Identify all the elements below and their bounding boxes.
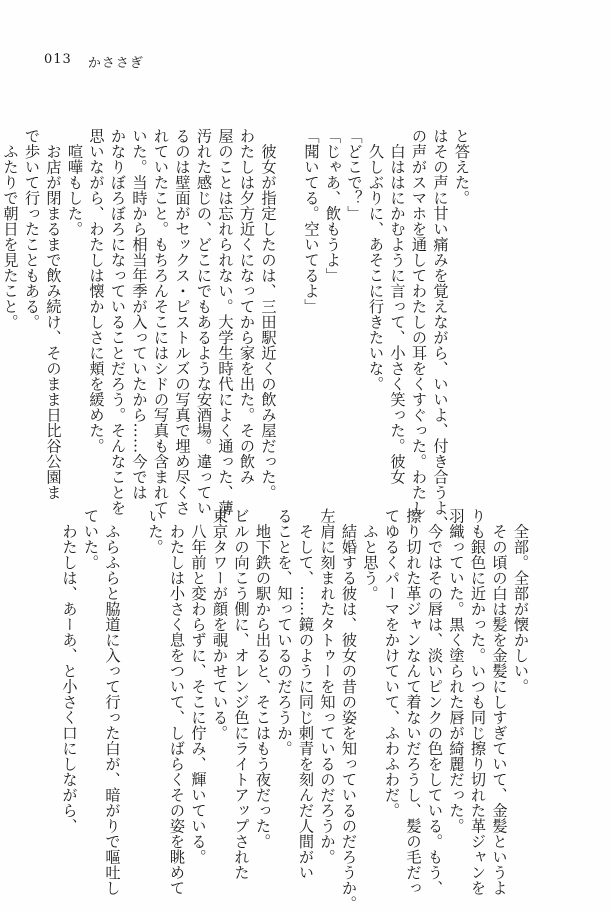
text-column: 今ではその唇は、淡いピンクの色をしている。もう、 bbox=[426, 508, 444, 896]
text-column: わたしは、あーあ、と小さく口にしながら、 bbox=[60, 508, 79, 834]
text-column: と答えた。 bbox=[453, 128, 471, 206]
text-column: ていた。 bbox=[82, 508, 100, 570]
page-number: 013 bbox=[44, 52, 72, 67]
text-column: 左肩に刻まれたタトゥーを知っているのだろうか。 bbox=[318, 508, 337, 865]
text-column: 「どこで？」 bbox=[345, 128, 364, 221]
text-column: てゆるくパーマをかけていて、ふわふわだ。 bbox=[383, 508, 401, 818]
text-column: 東京タワーが顔を覗かせている。 bbox=[211, 508, 229, 741]
text-column: ることを、知っているのだろうか。 bbox=[275, 508, 294, 756]
text-column: 地下鉄の駅から出ると、そこはもう夜だった。 bbox=[254, 508, 272, 849]
text-column: ふたりで朝日を見たこと。 bbox=[1, 128, 20, 330]
text-column: はその声に甘い痛みを覚えながら、いいよ、付き合うよ、 bbox=[431, 128, 450, 531]
text-column: 「じゃあ、飲もうよ」 bbox=[324, 128, 342, 283]
text-column: 八年前と変わらずに、そこに佇み、輝いている。 bbox=[189, 508, 208, 865]
text-column: そして、……鏡のように同じ刺青を刻んだ人間がい bbox=[297, 508, 315, 880]
text-column: 白ははにかむように言って、小さく笑った。彼女 bbox=[388, 128, 407, 485]
lower-text-block bbox=[58, 508, 531, 911]
text-column: 汚れた感じの、どこにでもあるような安酒場。違ってい bbox=[195, 128, 213, 516]
text-column: ふらふらと脇道に入って行った白が、暗がりで嘔吐し bbox=[103, 508, 122, 896]
text-column: るのは壁面がセックス・ピストルズの写真で埋め尽くさ bbox=[173, 128, 192, 516]
text-column: いた。当時から相当年季が入っていたから……今では bbox=[130, 128, 149, 500]
text-column: わたしは夕方近くになってから家を出た。その飲み bbox=[238, 128, 256, 485]
text-column: 「聞いてる。空いてるよ」 bbox=[302, 128, 321, 314]
text-column: 彼女が指定したのは、三田駅近くの飲み屋だった。 bbox=[259, 128, 278, 500]
text-column: その頃の白は髪を金髪にしすぎていて、金髪というよ bbox=[490, 508, 509, 896]
page-header bbox=[44, 52, 144, 71]
text-column: 擦り切れた革ジャンなんて着ないだろうし、髪の毛だっ bbox=[404, 508, 423, 896]
text-column: かなりぼろぼろになっていることだろう。そんなことを bbox=[109, 128, 127, 516]
text-column: 羽織っていた。黒く塗られた唇が綺麗だった。 bbox=[447, 508, 466, 834]
text-column: いた。 bbox=[146, 508, 165, 555]
chapter-title: かささぎ bbox=[87, 56, 144, 71]
text-column: 結婚する彼は、彼女の昔の姿を知っているのだろうか。 bbox=[340, 508, 358, 911]
upper-text-block bbox=[0, 128, 472, 531]
text-column: 全部。全部が懐かしい。 bbox=[512, 508, 530, 694]
text-column: わたしは小さく息をついて、しばらくその姿を眺めて bbox=[168, 508, 186, 896]
text-column: ふと思う。 bbox=[361, 508, 380, 601]
text-column: 屋のことは忘れられない。大学生時代によく通った、薄 bbox=[216, 128, 235, 516]
text-column: 久しぶりに、あそこに行きたいな。 bbox=[367, 128, 385, 392]
text-column: お店が閉まるまで飲み続け、そのまま日比谷公園ま bbox=[44, 128, 63, 500]
text-column: で歩いて行ったこともある。 bbox=[23, 128, 41, 330]
text-column: 思いながら、わたしは懐かしさに頬を緩めた。 bbox=[87, 128, 106, 454]
text-column: の声がスマホを通してわたしの耳をくすぐった。わたし bbox=[410, 128, 428, 516]
text-column: 喧嘩もした。 bbox=[66, 128, 84, 237]
text-column: ビルの向こう側に、オレンジ色にライトアップされた bbox=[232, 508, 251, 880]
text-column: りも銀色に近かった。いつも同じ擦り切れた革ジャンを bbox=[469, 508, 487, 896]
text-column: れていたこと。もちろんそこにはシドの写真も含まれて bbox=[152, 128, 170, 516]
